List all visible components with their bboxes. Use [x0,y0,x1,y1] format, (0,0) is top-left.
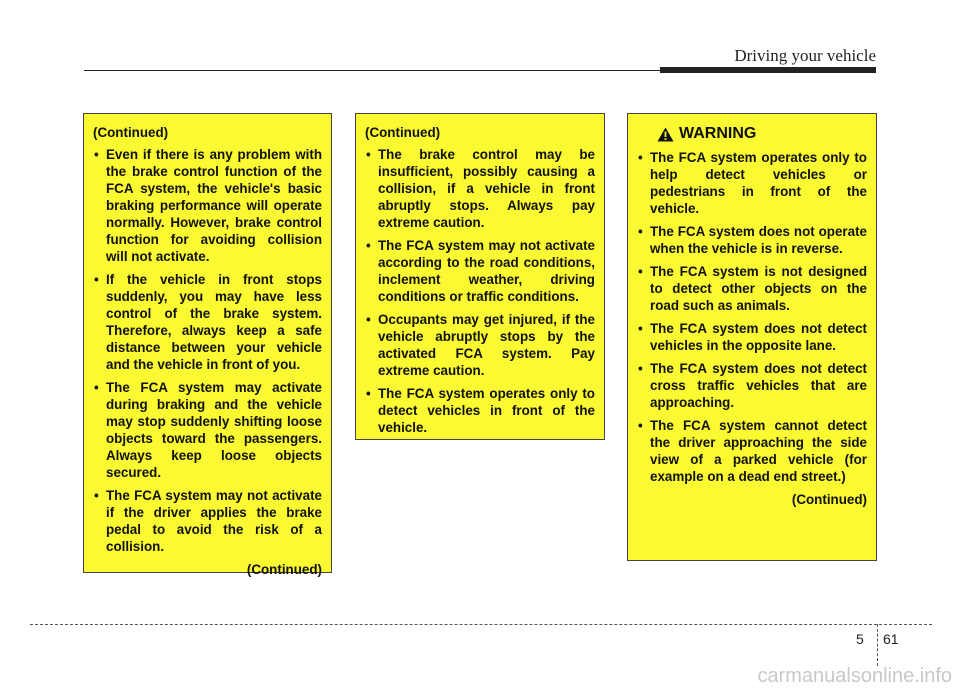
footer-rule [30,624,932,625]
header-rule-accent [660,67,876,73]
list-item: • The FCA system operates only to detect vehicles in front of the vehicle. [365,385,595,436]
bullet-list [637,149,867,485]
list-item: • The FCA system may not activate if the driver applies the brake pedal to avoid the risk of a collision. [93,487,322,555]
list-item: • The FCA system is not designed to detect other objects on the road such as animals. [637,263,867,314]
list-item: • The FCA system does not detect cross traffic vehicles that are approaching. [637,360,867,411]
continued-label-top: (Continued) [93,125,169,140]
list-item: • The FCA system cannot detect the driver approaching the side view of a parked vehicle (for example on a dead end street.) [637,417,867,485]
page-number: 61 [883,631,899,647]
list-item: • The FCA system may activate during braking and the vehicle may stop suddenly shifting loose objects toward the passengers. Always keep loose objects secured. [93,379,322,481]
list-item: • The FCA system operates only to help detect vehicles or pedestrians in front of the vehicle. [637,149,867,217]
list-item: • If the vehicle in front stops suddenly, you may have less control of the brake system. Therefore, always keep a safe distance between your vehicle and the vehicle in front of you. [93,271,322,373]
page-number-divider [877,624,878,666]
continued-label-bottom: (Continued) [246,562,322,577]
warning-box [627,113,877,561]
continued-label-bottom: (Continued) [791,492,867,507]
caution-box-1 [83,113,332,577]
bullet-list [365,146,595,436]
list-item: • The brake control may be insufficient, possibly causing a collision, if a vehicle in front abruptly stops. Always pay extreme caution. [365,146,595,231]
bullet-list [93,146,322,555]
list-item: • Occupants may get injured, if the vehicle abruptly stops by the activated FCA system. Pay extreme caution. [365,311,595,379]
list-item: • The FCA system does not operate when the vehicle is in reverse. [637,223,867,257]
list-item: • Even if there is any problem with the brake control function of the FCA system, the vehicle's basic braking performance will operate normally. However, brake control function for avoiding collision will not activate. [93,146,322,265]
page-header-title: Driving your vehicle [734,46,876,65]
list-item: • The FCA system may not activate according to the road conditions, inclement weather, driving conditions or traffic conditions. [365,237,595,305]
warning-triangle-icon [657,127,674,142]
caution-box-2 [355,113,605,440]
warning-heading [657,124,867,144]
warning-label: WARNING [679,125,757,142]
watermark: carmanualsonline.info [757,665,952,687]
continued-label-top: (Continued) [365,125,441,140]
chapter-number: 5 [856,631,864,647]
list-item: • The FCA system does not detect vehicles in the opposite lane. [637,320,867,354]
